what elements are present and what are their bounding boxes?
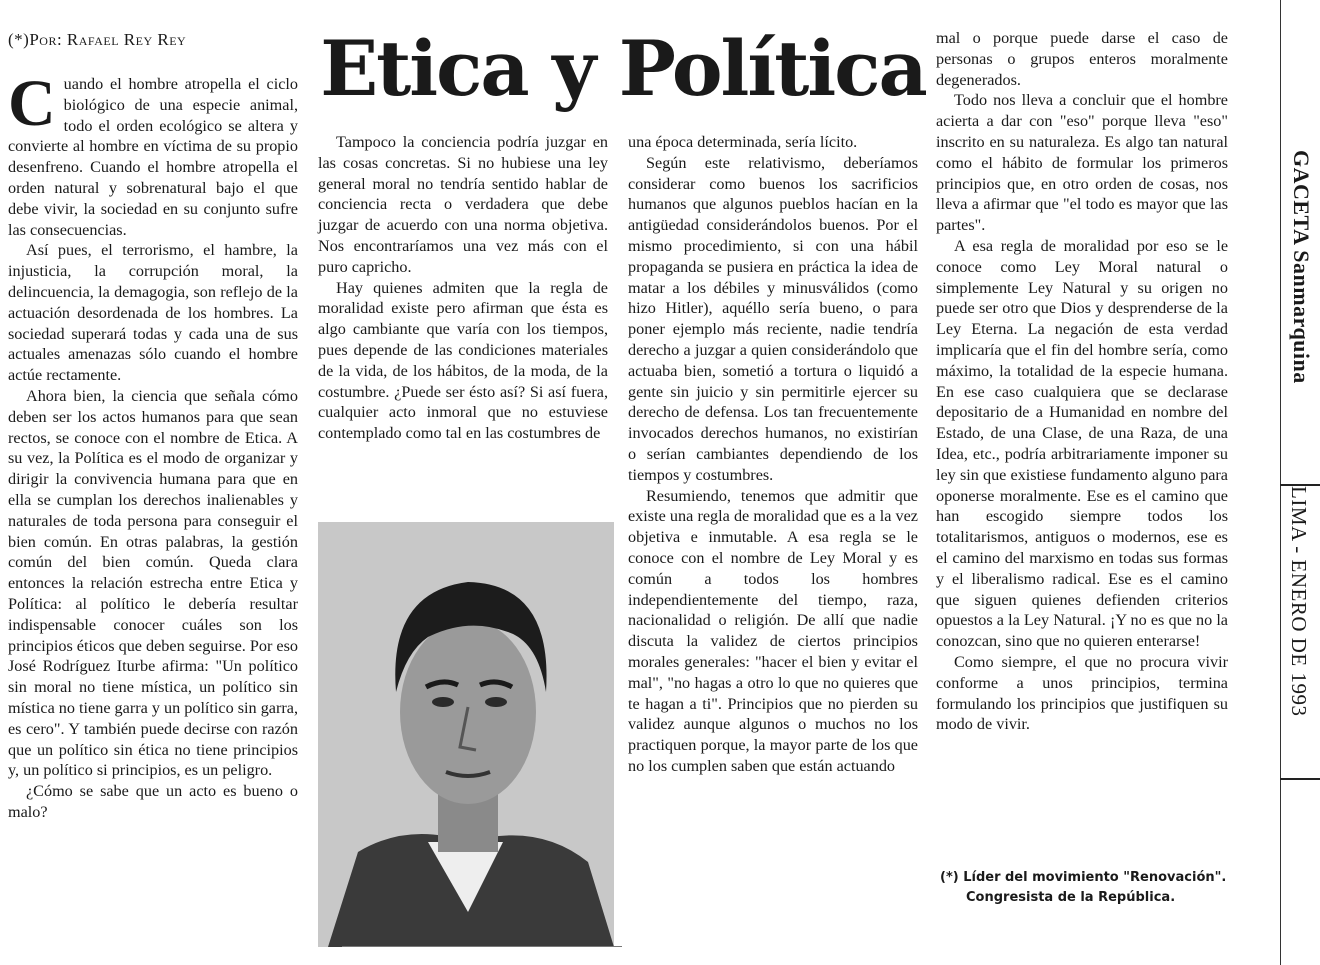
paragraph: Así pues, el terrorismo, el hambre, la injusticia, la corrupción moral, la delincuencia, la demagogia, son reflejo de la actuación desordenada de los hombres. La sociedad superará todas y cada una de sus actuales amenazas sólo cuando el hombre actúe rectamente. (8, 241, 298, 385)
paragraph: una época determinada, sería lícito. (628, 133, 858, 151)
paragraph: ¿Cómo se sabe que un acto es bueno o malo? (8, 782, 298, 821)
paragraph: A esa regla de moralidad por eso se le conoce como Ley Moral natural o simplemente Ley Natural y su origen no puede ser otro que Dios y desprenderse de la Ley Eterna. La negación de esta verdad implicaría que el fin del hombre sería, como máximo, la totalidad de la especie humana. En ese caso cualquiera que se declarase depositario de a Humanidad en nombre del Estado, de una Clase, de una Raza, de una Idea, etc., podría arbitrariamente imponer su ley sin que existiese fundamento alguno para oponerse moralmente. Ese es el camino que han escogido siempre todos los totalitarismos, antiguos o modernos, ese es el camino del marxismo en todas sus formas y el liberalismo radical. Ese es el camino que siguen quienes defienden criterios opuestos a la Ley Natural. ¡Y no es que no la conozcan, sino que no quieren enterarse! (936, 236, 1228, 651)
paragraph: Según este relativismo, deberíamos considerar como buenos los sacrificios humanos que algunos pueblos hacían en la antigüedad considerándolos buenos. Por el mismo procedimiento, si con una hábil propaganda se pusiera en práctica la idea de matar a los débiles y minusválidos (como hizo Hitler), aquéllo sería bueno, o para poner ejemplo más reciente, nadie tendría derecho a juzgar a quien considerándolo que actuaba bien, sometió a tortura o liquidó a gente sin juicio y sin permitirle ejercer su derecho de defensa. Los tan frecuentemente invocados derechos humanos, no existirían o serían cambiantes dependiendo de los tiempos y costumbres. (628, 153, 918, 484)
column-2 (318, 132, 608, 444)
author-footnote (940, 868, 1240, 908)
byline: (*)Por: Rafael Rey Rey (8, 30, 187, 49)
footnote-line-1: (*) Líder del movimiento "Renovación". (940, 870, 1227, 885)
paragraph: Ahora bien, la ciencia que señala cómo deben ser los actos humanos para que sean rectos, se conoce con el nombre de Etica. A su vez, la Política es el modo de organizar y dirigir la convivencia humana para que en ella se cumplan los derechos inalienables y naturales de toda persona para conseguir el bien común. En otras palabras, la gestión común del bien común. Queda clara entonces la relación estrecha entre Etica y Política: al político le debería resultar indispensable conocer cuáles son los principios éticos que deben seguirse. Por eso José Rodríguez Iturbe afirma: "Un político sin moral no tiene mística, un político sin mística no tiene garra y un político sin garra, es cero". Y también puede decirse con razón que un político sin ética no tiene principios y, un político si principios, es un peligro. (8, 386, 298, 780)
paragraph: Tampoco la conciencia podría juzgar en las cosas concretas. Si no hubiese una ley general moral no tendría sentido hablar de conciencia recta o verdadera que debe juzgar de acuerdo con una norma objetiva. Nos encontraríamos una vez más con el puro capricho. (318, 133, 608, 276)
sidebar-rule (1280, 778, 1320, 780)
portrait-illustration (318, 522, 614, 947)
paragraph: Resumiendo, tenemos que admitir que existe una regla de moralidad que es a la vez objetiva e inmutable. A esa regla se le conoce con el nombre de Ley Moral y es común a todos los hombres independientemente del tiempo, raza, nacionalidad o religión. De allí que nadie discuta la validez de ciertos principios morales generales: "hacer el bien y evitar el mal", "no hagas a otro lo que no quieres que te hagan a ti". Principios que no pierden su validez aunque algunos o muchos no los practiquen porque, la mayor parte de los que no los cumplen saben que están actuando (628, 486, 918, 775)
column-4 (936, 28, 1228, 735)
paragraph: uando el hombre atropella el ciclo biológico de una especie animal, todo el orden ecológico se altera y convierte al hombre en víctima de su propio desenfreno. Cuando el hombre atropella el orden natural y sobrenatural bajo el que debe vivir, la sociedad en su conjunto sufre las consecuencias. (8, 75, 298, 239)
publication-name: GACETA Sanmarquina (1289, 150, 1314, 384)
drop-cap: C (8, 67, 56, 140)
paragraph: Todo nos lleva a concluir que el hombre acierta a dar con "eso" porque lleva "eso" inscrito en su naturaleza. Es algo tan natural como el hábito de formular los primeros principios que, en otro orden de cosas, nos lleva a afirmar que "el todo es mayor que las partes". (936, 91, 1228, 235)
column-1 (8, 67, 298, 823)
paragraph: Como siempre, el que no procura vivir conforme a unos principios, termina formulando los principios que justifiquen su modo de vivir. (936, 652, 1228, 734)
paragraph: mal o porque puede darse el caso de personas o grupos enteros moralmente degenerados. (936, 29, 1228, 89)
divider (342, 946, 622, 947)
footnote-line-2: Congresista de la República. (966, 890, 1176, 905)
paragraph: Hay quienes admiten que la regla de moralidad existe pero afirman que ésta es algo cambiante que varía con los tiempos, pues depende de las condiciones materiales de la vida, de los hábitos, de la moda, de la costumbre. ¿Puede ser ésto así? Si así fuera, cualquier acto inmoral que no estuviese contemplado como tal en las costumbres de (318, 278, 608, 443)
publication-date: LIMA - ENERO DE 1993 (1287, 486, 1311, 717)
article-title: Etica y Política (320, 24, 926, 113)
portrait-photo (318, 522, 614, 947)
column-3 (628, 132, 918, 777)
sidebar-divider (1280, 0, 1281, 965)
